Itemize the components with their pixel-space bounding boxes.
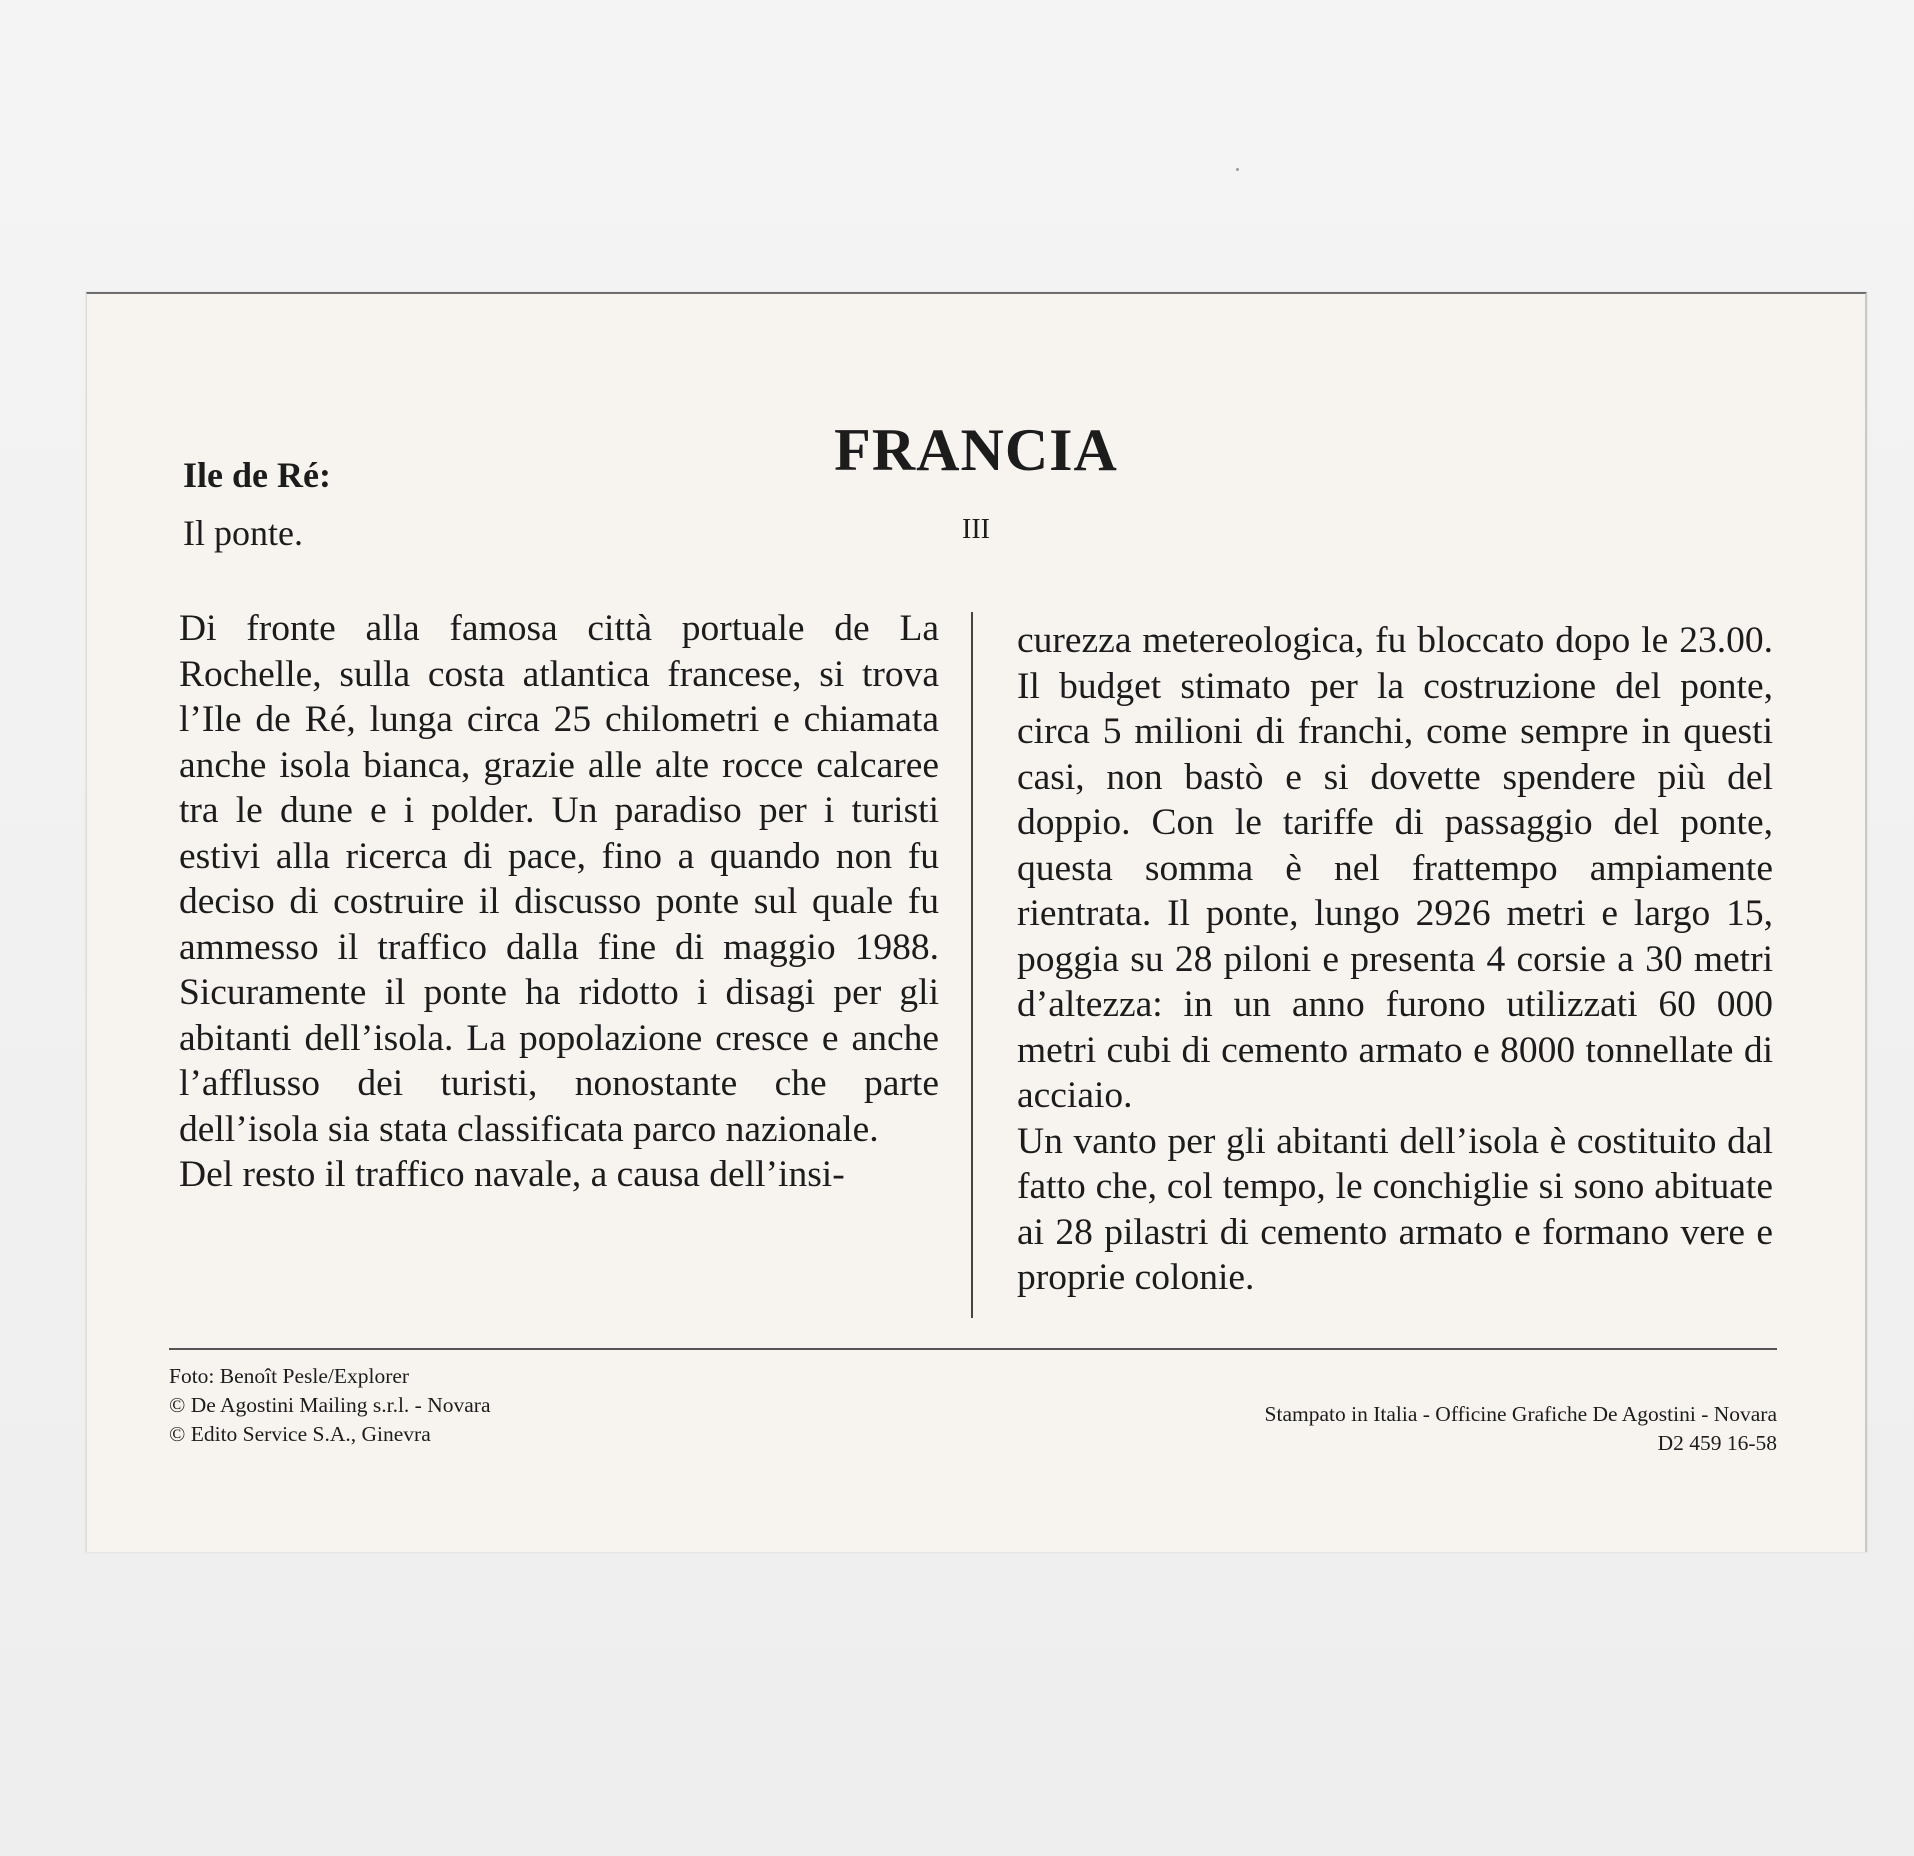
card-title: FRANCIA	[834, 417, 1118, 483]
text-column-left	[179, 606, 939, 1198]
paragraph: curezza metereologica, fu bloccato dopo le 23.00. Il budget stimato per la costruzione del ponte, circa 5 milioni di franchi, come sempre in questi casi, non bastò e si dovette spendere più del doppio. Con le tariffe di passaggio del ponte, questa somma è nel frattempo ampiamente rientrata. Il ponte, lungo 2926 metri e largo 15, poggia su 28 piloni e presenta 4 corsie a 30 metri d’altezza: in un anno furono utilizzati 60 000 metri cubi di cemento armato e 8000 tonnellate di acciaio.	[1017, 620, 1773, 1116]
dust-speck	[1236, 168, 1239, 171]
product-code: D2 459 16-58	[1657, 1431, 1777, 1455]
photo-credit: Foto: Benoît Pesle/Explorer	[169, 1364, 410, 1388]
copyright-line: © De Agostini Mailing s.r.l. - Novara	[169, 1393, 491, 1417]
column-divider	[971, 612, 973, 1318]
text-column-right	[1017, 618, 1773, 1301]
paragraph: Un vanto per gli abitanti dell’isola è costituito dal fatto che, col tempo, le conchiglie si sono abituate ai 28 pilastri di cemento armato e formano vere e proprie colonie.	[1017, 1120, 1773, 1298]
printer-info: Stampato in Italia - Officine Grafiche De Agostini - Novara	[1264, 1402, 1777, 1426]
printer-block	[1265, 1400, 1777, 1458]
card-subtitle: Il ponte.	[183, 513, 303, 553]
paragraph: Del resto il traffico navale, a causa dell’insi-	[179, 1154, 845, 1195]
credits-block	[169, 1362, 490, 1449]
card-subject: Ile de Ré:	[183, 455, 331, 495]
postcard-back	[86, 292, 1867, 1552]
footer-divider	[169, 1348, 1777, 1350]
plate-number: III	[962, 514, 990, 545]
copyright-line: © Edito Service S.A., Ginevra	[169, 1422, 431, 1446]
paragraph: Di fronte alla famosa città portuale de La Rochelle, sulla costa atlantica francese, si trova l’Ile de Ré, lunga circa 25 chilometri e chiamata anche isola bianca, grazie alle alte rocce calcaree tra le dune e i polder. Un paradiso per i turisti estivi alla ricerca di pace, fino a quando non fu deciso di costruire il discusso ponte sul quale fu ammesso il traffico dalla fine di maggio 1988. Sicuramente il ponte ha ridotto i disagi per gli abitanti dell’isola. La popolazione cresce e anche l’afflusso dei turisti, nonostante che parte dell’isola sia stata classificata parco nazionale.	[179, 608, 939, 1150]
